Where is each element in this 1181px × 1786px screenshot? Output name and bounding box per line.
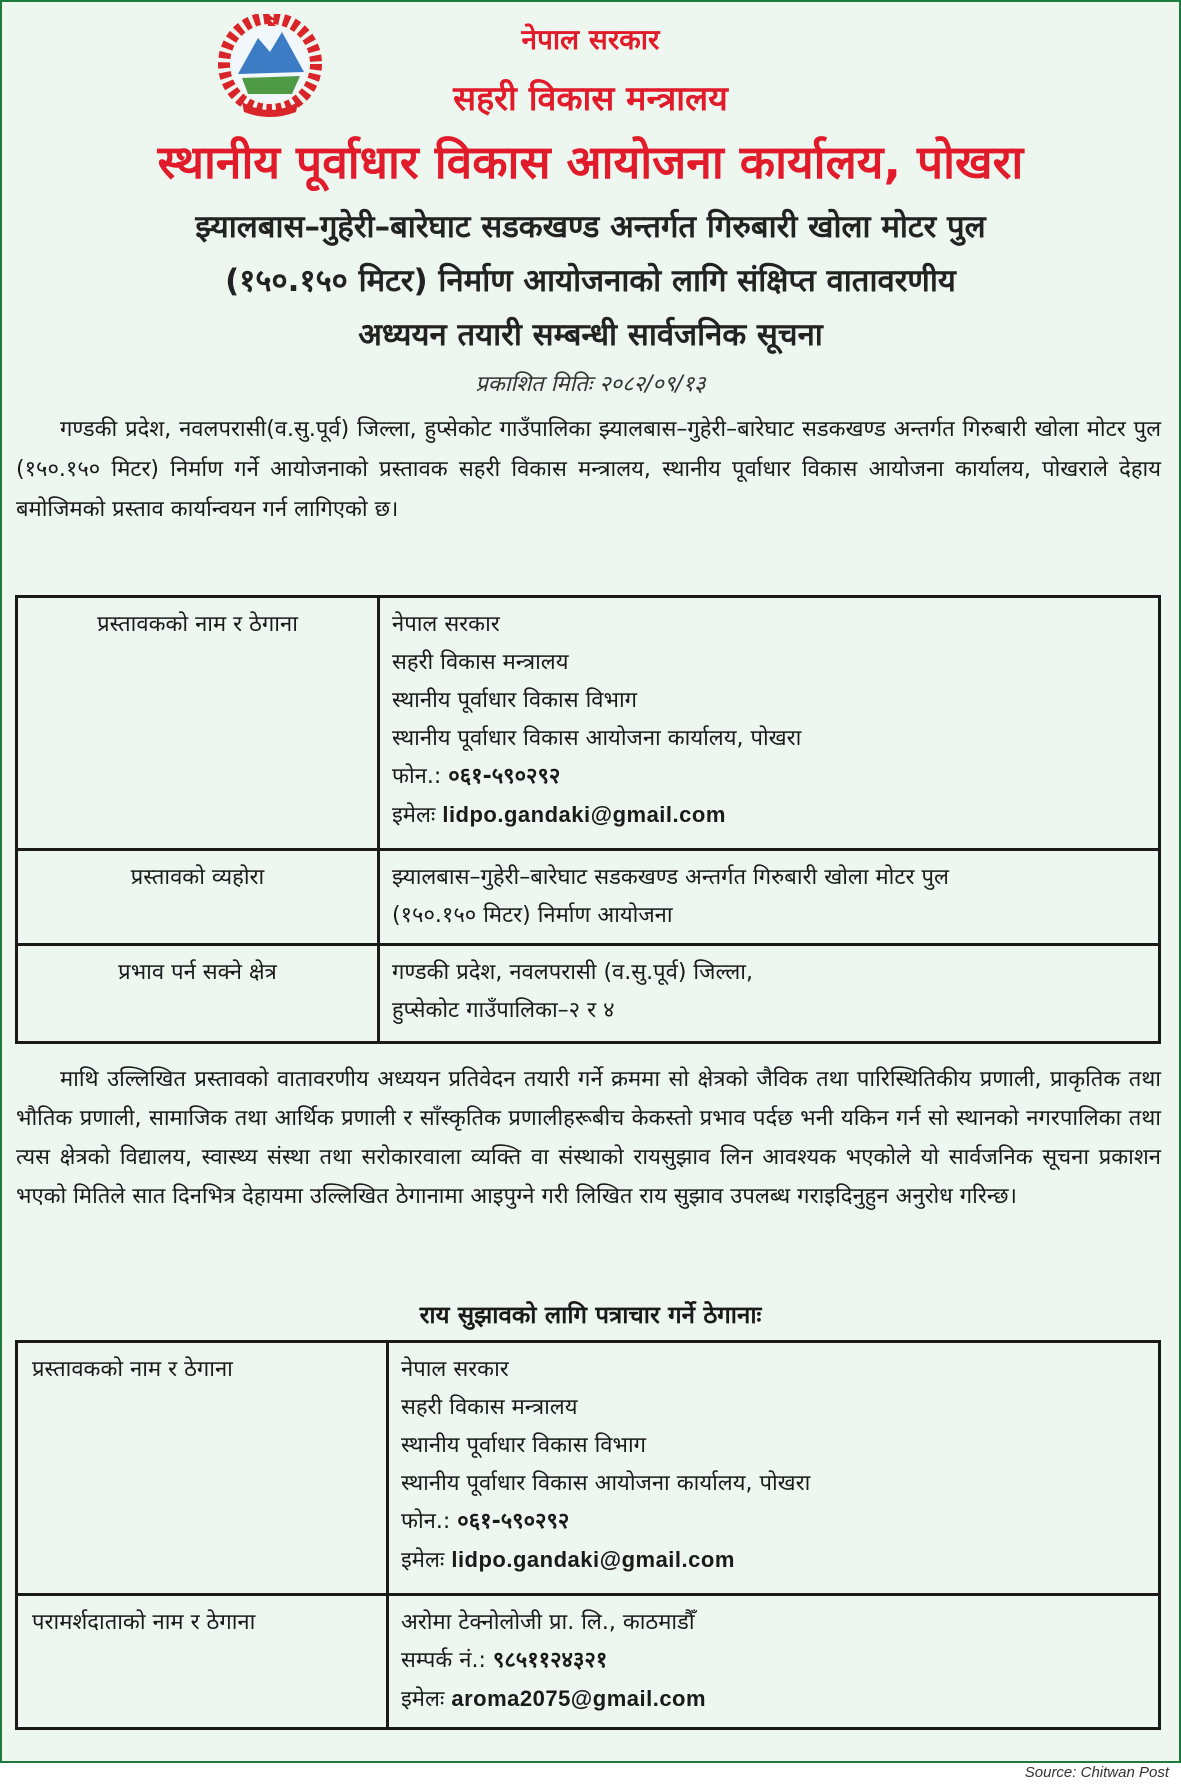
email-label: इमेलः xyxy=(392,803,436,828)
impact-area-value xyxy=(379,945,1160,1043)
email-link[interactable]: aroma2075@gmail.com xyxy=(451,1686,707,1711)
address-line: स्थानीय पूर्वाधार विकास आयोजना कार्यालय, पोखरा xyxy=(401,1471,811,1496)
address-line: नेपाल सरकार xyxy=(392,612,500,637)
consultant-value xyxy=(388,1595,1160,1729)
published-date: प्रकाशित मितिः २०८२/०९/१३ xyxy=(475,372,706,397)
address-line: स्थानीय पूर्वाधार विकास आयोजना कार्यालय, पोखरा xyxy=(392,726,802,751)
email-label: इमेलः xyxy=(401,1548,445,1573)
office-name: स्थानीय पूर्वाधार विकास आयोजना कार्यालय, पोखरा xyxy=(157,135,1024,189)
contact-label: सम्पर्क नं.: xyxy=(401,1648,486,1673)
government-name: नेपाल सरकार xyxy=(521,23,660,56)
ministry-name: सहरी विकास मन्त्रालय xyxy=(453,79,728,119)
correspondence-heading: राय सुझावको लागि पत्राचार गर्ने ठेगानाः xyxy=(419,1301,762,1329)
body-text: माथि उल्लिखित प्रस्तावको वातावरणीय अध्ययन प्रतिवेदन तयारी गर्ने क्रममा सो क्षेत्रको जैविक तथा पारिस्थितिकीय प्रणाली, प्राकृतिक तथा भौतिक प्रणाली, सामाजिक तथा आर्थिक प्रणाली र साँस्कृतिक प्रणालीहरूबीच केकस्तो प्रभाव पर्दछ भनी यकिन गर्न सो स्थानको नगरपालिका तथा त्यस क्षेत्रको विद्यालय, स्वास्थ्य संस्था तथा सरोकारवाला व्यक्ति वा संस्थाको रायसुझाव लिन आवश्यक भएकोले यो सार्वजनिक सूचना प्रकाशन भएको मितिले सात दिनभित्र देहायमा उल्लिखित ठेगानामा आइपुग्ने गरी लिखित राय सुझाव उपलब्ध गराइदिनुहुन अनुरोध गरिन्छ। xyxy=(16,1067,1161,1209)
address-line: स्थानीय पूर्वाधार विकास विभाग xyxy=(401,1433,647,1458)
area-line: हुप्सेकोट गाउँपालिका–२ र ४ xyxy=(392,998,615,1023)
subject-line: झ्यालबास–गुहेरी–बारेघाट सडकखण्ड अन्तर्गत गिरुबारी खोला मोटर पुल xyxy=(392,865,949,890)
phone-label: फोन.: xyxy=(401,1509,451,1534)
table-row xyxy=(17,850,1160,945)
address-line: स्थानीय पूर्वाधार विकास विभाग xyxy=(392,688,638,713)
email-link[interactable]: lidpo.gandaki@gmail.com xyxy=(451,1547,735,1572)
table-row xyxy=(17,1342,1160,1595)
proposal-subject-value xyxy=(379,850,1160,945)
notice-title-line-3: अध्ययन तयारी सम्बन्धी सार्वजनिक सूचना xyxy=(358,317,823,353)
consultant-label: परामर्शदाताको नाम र ठेगाना xyxy=(17,1595,388,1729)
table-row xyxy=(17,1595,1160,1729)
phone-number: ०६१-५९०२९२ xyxy=(457,1509,570,1534)
proposer-value xyxy=(388,1342,1160,1595)
proposer-label: प्रस्तावकको नाम र ठेगाना xyxy=(17,1342,388,1595)
email-label: इमेलः xyxy=(401,1687,445,1712)
consultant-name: अरोमा टेक्नोलोजी प्रा. लि., काठमाडौँ xyxy=(401,1610,695,1635)
address-line: सहरी विकास मन्त्रालय xyxy=(392,650,569,675)
area-line: गण्डकी प्रदेश, नवलपरासी (व.सु.पूर्व) जिल्ला, xyxy=(392,960,753,985)
phone-number: ०६१-५९०२९२ xyxy=(448,764,561,789)
phone-label: फोन.: xyxy=(392,764,442,789)
impact-area-label: प्रभाव पर्न सक्ने क्षेत्र xyxy=(17,945,379,1043)
address-line: सहरी विकास मन्त्रालय xyxy=(401,1395,578,1420)
source-credit: Source: Chitwan Post xyxy=(1024,1764,1169,1781)
intro-paragraph xyxy=(16,410,1161,530)
proposer-value xyxy=(379,597,1160,850)
notice-title-line-1: झ्यालबास–गुहेरी–बारेघाट सडकखण्ड अन्तर्गत गिरुबारी खोला मोटर पुल xyxy=(195,209,986,245)
address-line: नेपाल सरकार xyxy=(401,1357,509,1382)
contact-number: ९८५११२४३२१ xyxy=(492,1648,608,1673)
subject-line: (१५०.१५० मिटर) निर्माण आयोजना xyxy=(392,903,673,928)
correspondence-table xyxy=(15,1340,1161,1730)
proposer-label: प्रस्तावकको नाम र ठेगाना xyxy=(17,597,379,850)
table-row xyxy=(17,945,1160,1043)
notice-title-line-2: (१५०.१५० मिटर) निर्माण आयोजनाको लागि संक्षिप्त वातावरणीय xyxy=(225,263,956,299)
table-row xyxy=(17,597,1160,850)
proposal-table xyxy=(15,595,1161,1044)
email-link[interactable]: lidpo.gandaki@gmail.com xyxy=(442,802,726,827)
proposal-subject-label: प्रस्तावको व्यहोरा xyxy=(17,850,379,945)
body-paragraph xyxy=(16,1060,1161,1216)
intro-text: गण्डकी प्रदेश, नवलपरासी(व.सु.पूर्व) जिल्ला, हुप्सेकोट गाउँपालिका झ्यालबास–गुहेरी–बारेघाट सडकखण्ड अन्तर्गत गिरुबारी खोला मोटर पुल (१५०.१५० मिटर) निर्माण गर्ने आयोजनाको प्रस्तावक सहरी विकास मन्त्रालय, स्थानीय पूर्वाधार विकास आयोजना कार्यालय, पोखराले देहाय बमोजिमको प्रस्ताव कार्यान्वयन गर्न लागिएको छ। xyxy=(16,417,1161,522)
